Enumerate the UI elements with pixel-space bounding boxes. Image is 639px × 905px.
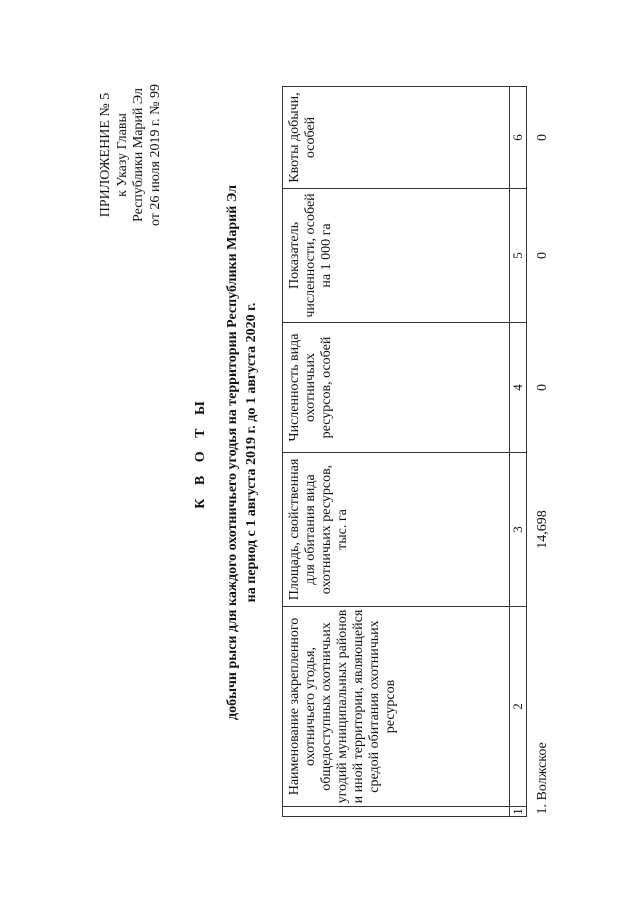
- appendix-line: к Указу Главы: [114, 113, 130, 197]
- column-number: 1: [510, 808, 525, 815]
- column-number: 6: [510, 87, 527, 189]
- appendix-block: [98, 60, 164, 250]
- row-count: 0: [535, 384, 550, 391]
- header-cell-name: Наименование закрепленного охотничьего угодья, общедоступных охотничьих угодий муниципальных районов и иной территории, являющейся средой обитания охотничьих ресурсов: [283, 607, 510, 807]
- header-cell-empty: [283, 807, 510, 817]
- column-number-row: [510, 87, 527, 817]
- header-cell-area: Площадь, свойственная для обитания вида охотничьих ресурсов, тыс. га: [283, 453, 510, 607]
- row-area: 14,698: [535, 510, 550, 549]
- document-title: [192, 0, 210, 905]
- table-row: [527, 87, 558, 817]
- row-name: 1. Волжское: [535, 742, 550, 815]
- header-cell-count: Численность вида охотничьих ресурсов, особей: [283, 323, 510, 453]
- column-number: 2: [510, 607, 527, 807]
- header-cell-index: Показатель численности, особей на 1 000 га: [283, 189, 510, 323]
- column-number: 4: [510, 323, 527, 453]
- title-line-1: добычи рыси для каждого охотничьего угодья на территории Республики Марий Эл: [225, 185, 240, 720]
- table-header-row: [283, 87, 510, 817]
- appendix-line: от 26 июля 2019 г. № 99: [147, 84, 163, 226]
- title-main: К В О Т Ы: [193, 396, 208, 509]
- column-number: 3: [510, 453, 527, 607]
- quota-table: [282, 86, 557, 817]
- row-index: 0: [535, 252, 550, 259]
- title-line-2: на период с 1 августа 2019 г. до 1 августа 2020 г.: [244, 302, 259, 603]
- appendix-line: Республики Марий Эл: [131, 88, 146, 222]
- row-quota: 0: [535, 134, 550, 141]
- header-cell-quota: Квоты добычи, особей: [283, 87, 510, 189]
- column-number: 5: [510, 189, 527, 323]
- appendix-line: ПРИЛОЖЕНИЕ № 5: [98, 92, 113, 218]
